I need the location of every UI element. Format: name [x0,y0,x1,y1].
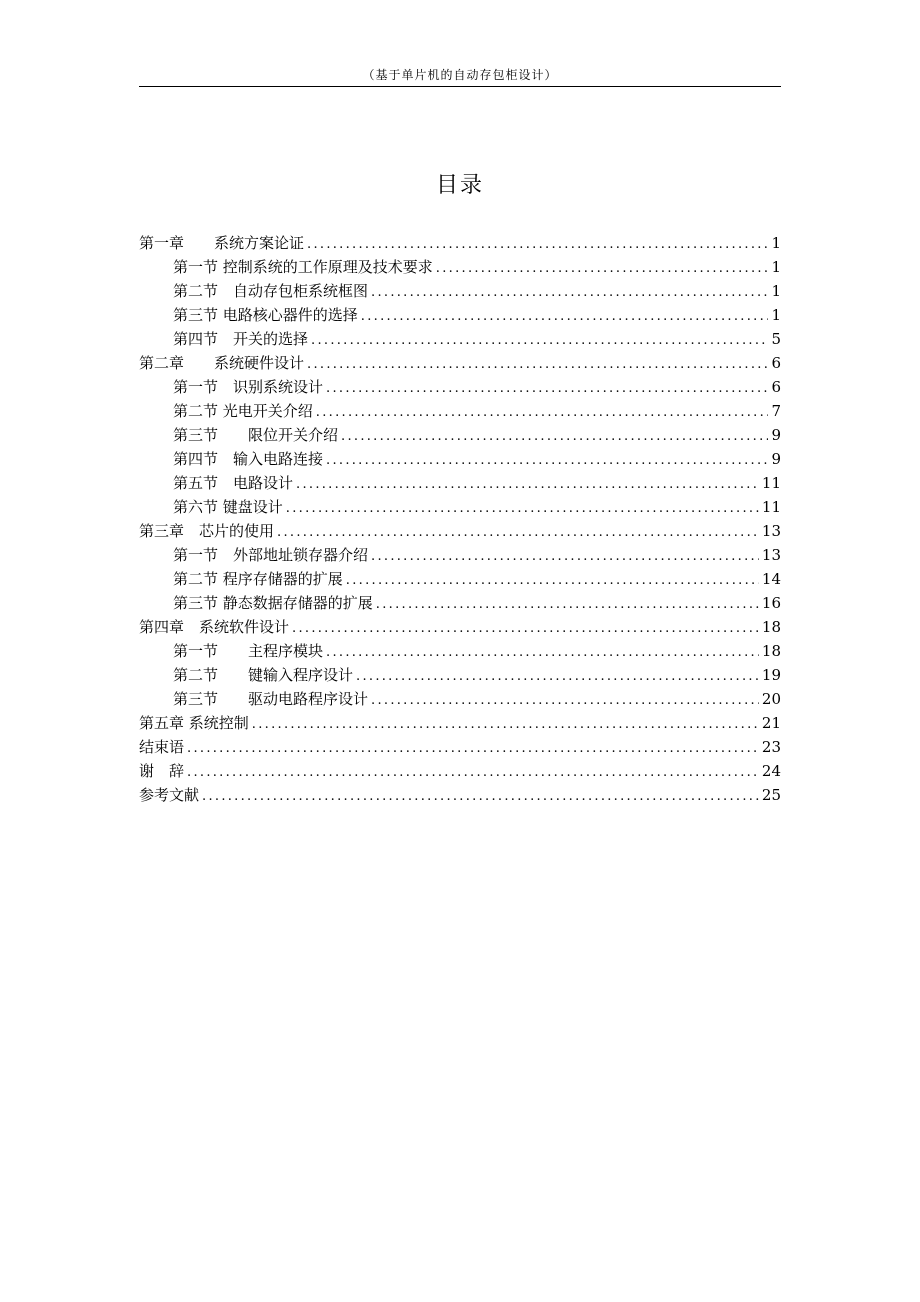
toc-leader-dots [202,785,759,809]
toc-entry[interactable] [139,375,781,399]
toc-leader-dots [356,665,759,689]
toc-leader-dots [277,521,759,545]
toc-leader-dots [311,329,768,353]
toc-entry-label: 第三节 电路核心器件的选择 [173,306,358,324]
toc-leader-dots [346,569,759,593]
toc-entry-label: 第一节 识别系统设计 [173,378,324,396]
toc-entry-page: 1 [771,282,781,300]
toc-leader-dots [286,497,759,521]
toc-entry[interactable] [139,423,781,447]
toc-entry-label: 第二章 系统硬件设计 [139,354,305,372]
table-of-contents [139,231,781,807]
toc-entry[interactable] [139,519,781,543]
toc-entry[interactable] [139,735,781,759]
toc-entry[interactable] [139,615,781,639]
toc-entry-page: 13 [761,522,781,540]
toc-entry-label: 第四节 输入电路连接 [173,450,324,468]
toc-entry-page: 18 [761,642,781,660]
toc-entry-label: 第三章 芯片的使用 [139,522,275,540]
toc-leader-dots [371,689,759,713]
toc-entry[interactable] [139,231,781,255]
toc-entry[interactable] [139,327,781,351]
toc-entry-page: 14 [761,570,781,588]
toc-entry[interactable] [139,471,781,495]
toc-leader-dots [307,233,768,257]
toc-leader-dots [316,401,769,425]
toc-entry-page: 20 [761,690,781,708]
toc-entry[interactable] [139,567,781,591]
toc-entry-page: 25 [761,786,781,804]
toc-entry-label: 第一章 系统方案论证 [139,234,305,252]
toc-leader-dots [187,737,759,761]
toc-entry-label: 第二节 自动存包柜系统框图 [173,282,369,300]
toc-entry-page: 21 [761,714,781,732]
toc-entry[interactable] [139,783,781,807]
toc-leader-dots [371,281,768,305]
toc-entry-page: 7 [771,402,781,420]
toc-entry-page: 13 [761,546,781,564]
toc-entry-label: 第一节 外部地址锁存器介绍 [173,546,369,564]
toc-entry-page: 9 [771,426,781,444]
toc-entry[interactable] [139,495,781,519]
toc-leader-dots [307,353,768,377]
toc-leader-dots [341,425,768,449]
toc-entry-label: 第五节 电路设计 [173,474,294,492]
toc-leader-dots [296,473,759,497]
toc-leader-dots [326,449,768,473]
toc-entry[interactable] [139,255,781,279]
toc-entry-label: 第三节 驱动电路程序设计 [173,690,369,708]
toc-entry-page: 16 [761,594,781,612]
toc-entry-label: 结束语 [139,738,185,756]
toc-entry-label: 第四章 系统软件设计 [139,618,290,636]
toc-entry-label: 第四节 开关的选择 [173,330,309,348]
toc-entry[interactable] [139,399,781,423]
toc-entry-label: 第三节 静态数据存储器的扩展 [173,594,373,612]
toc-entry[interactable] [139,279,781,303]
toc-leader-dots [292,617,759,641]
toc-entry-page: 1 [771,258,781,276]
header-text: （基于单片机的自动存包柜设计） [362,68,558,82]
toc-leader-dots [326,641,759,665]
toc-entry-label: 参考文献 [139,786,200,804]
toc-leader-dots [376,593,759,617]
toc-leader-dots [361,305,769,329]
toc-entry-page: 6 [771,378,781,396]
toc-entry[interactable] [139,759,781,783]
toc-entry[interactable] [139,639,781,663]
toc-entry[interactable] [139,663,781,687]
toc-entry-page: 9 [771,450,781,468]
toc-entry-label: 第二节 程序存储器的扩展 [173,570,343,588]
toc-entry[interactable] [139,687,781,711]
toc-leader-dots [252,713,759,737]
toc-entry-page: 6 [771,354,781,372]
toc-entry-page: 18 [761,618,781,636]
toc-leader-dots [371,545,759,569]
toc-entry-label: 第三节 限位开关介绍 [173,426,339,444]
page-title: 目录 [435,173,484,198]
toc-entry-page: 24 [761,762,781,780]
toc-entry-page: 1 [771,306,781,324]
toc-entry-label: 第一节 控制系统的工作原理及技术要求 [173,258,433,276]
page-header [139,64,781,87]
toc-entry-page: 5 [771,330,781,348]
toc-entry-page: 23 [761,738,781,756]
toc-entry-label: 第五章 系统控制 [139,714,249,732]
toc-leader-dots [187,761,759,785]
toc-entry-label: 第二节 光电开关介绍 [173,402,313,420]
toc-entry-label: 第一节 主程序模块 [173,642,324,660]
toc-entry-page: 11 [761,498,781,516]
toc-entry-page: 19 [761,666,781,684]
toc-leader-dots [326,377,768,401]
toc-entry[interactable] [139,711,781,735]
toc-entry-page: 11 [761,474,781,492]
toc-entry-label: 第六节 键盘设计 [173,498,283,516]
toc-entry[interactable] [139,591,781,615]
toc-entry[interactable] [139,447,781,471]
toc-entry[interactable] [139,351,781,375]
toc-entry[interactable] [139,543,781,567]
toc-entry-page: 1 [771,234,781,252]
toc-entry-label: 第二节 键输入程序设计 [173,666,354,684]
toc-leader-dots [436,257,769,281]
toc-entry-label: 谢 辞 [139,762,185,780]
toc-entry[interactable] [139,303,781,327]
